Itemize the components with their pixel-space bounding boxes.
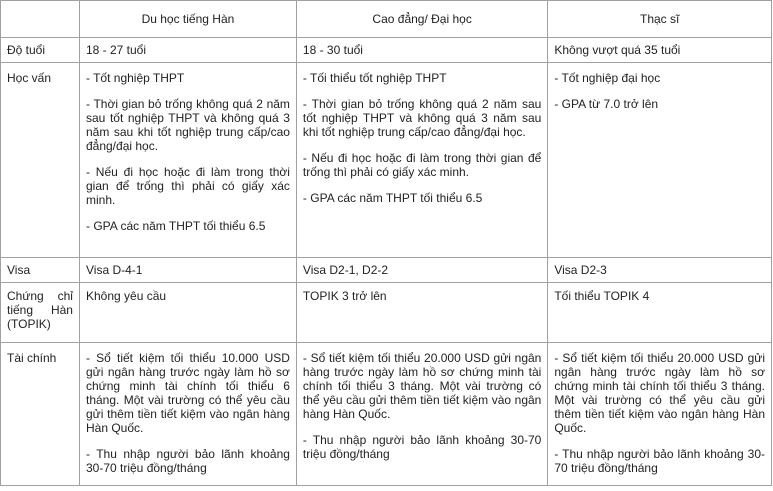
education-college-university — [296, 63, 547, 258]
education-label: Học vấn — [1, 63, 80, 258]
age-label: Độ tuổi — [1, 38, 80, 63]
header-masters: Thạc sĩ — [548, 1, 772, 38]
finance-label: Tài chính — [1, 343, 80, 486]
education-item: - Thời gian bỏ trống không quá 2 năm sau tốt nghiệp THPT và không quá 3 năm sau khi tốt nghiệp trung cấp/cao đẳng/đại học. — [302, 97, 542, 139]
education-row — [1, 63, 772, 258]
finance-masters — [548, 343, 772, 486]
visa-college-university: Visa D2-1, D2-2 — [296, 258, 547, 283]
finance-item: - Sổ tiết kiệm tối thiểu 20.000 USD gửi ngân hàng trước ngày làm hồ sơ chứng minh tài chính tối thiểu 3 tháng. Một vài trường có thể yêu cầu gửi thêm tiền tiết kiệm vào ngân hàng Hàn Quốc. — [302, 351, 542, 421]
finance-item: - Thu nhập người bảo lãnh khoảng 30-70 triệu đồng/tháng — [302, 433, 542, 461]
finance-row — [1, 343, 772, 486]
education-item: - Nếu đi học hoặc đi làm trong thời gian để trống thì phải có giấy xác minh. — [85, 165, 290, 207]
header-korean-language-study: Du học tiếng Hàn — [79, 1, 296, 38]
education-masters — [548, 63, 772, 258]
header-college-university: Cao đẳng/ Đại học — [296, 1, 547, 38]
education-item: - Tối thiểu tốt nghiệp THPT — [302, 71, 447, 85]
finance-item: - Sổ tiết kiệm tối thiểu 20.000 USD gửi ngân hàng trước ngày làm hồ sơ chứng minh tài chính tối thiểu 3 tháng. Một vài trường có thể yêu cầu gửi thêm tiền tiết kiệm vào ngân hàng Hàn Quốc. — [554, 351, 765, 435]
topik-row — [1, 283, 772, 343]
age-row — [1, 38, 772, 63]
topik-masters: Tối thiểu TOPIK 4 — [548, 283, 772, 343]
education-item: - GPA các năm THPT tối thiểu 6.5 — [302, 191, 483, 205]
education-item: - Nếu đi học hoặc đi làm trong thời gian để trống thì phải có giấy xác minh. — [302, 151, 542, 179]
education-item: - GPA các năm THPT tối thiểu 6.5 — [85, 219, 266, 233]
finance-college-university — [296, 343, 547, 486]
education-item: - Tốt nghiệp đại học — [554, 71, 661, 85]
topik-label: Chứng chỉ tiếng Hàn (TOPIK) — [1, 283, 80, 343]
finance-item: - Thu nhập người bảo lãnh khoảng 30-70 triệu đồng/tháng — [554, 447, 765, 475]
topik-college-university: TOPIK 3 trở lên — [296, 283, 547, 343]
age-college-university: 18 - 30 tuổi — [296, 38, 547, 63]
header-corner-cell — [1, 1, 80, 38]
finance-item: - Sổ tiết kiệm tối thiểu 10.000 USD gửi ngân hàng trước ngày làm hồ sơ chứng minh tài chính tối thiểu 6 tháng. Một vài trường có thể yêu cầu gửi thêm tiền tiết kiệm vào ngân hàng Hàn Quốc. — [85, 351, 290, 435]
visa-korean-language-study: Visa D-4-1 — [79, 258, 296, 283]
visa-row — [1, 258, 772, 283]
visa-label: Visa — [1, 258, 80, 283]
finance-korean-language-study — [79, 343, 296, 486]
header-row — [1, 1, 772, 38]
education-item: - Tốt nghiệp THPT — [85, 71, 185, 85]
education-item: - GPA từ 7.0 trở lên — [554, 97, 659, 111]
topik-korean-language-study: Không yêu cầu — [79, 283, 296, 343]
finance-item: - Thu nhập người bảo lãnh khoảng 30-70 triệu đồng/tháng — [85, 447, 290, 475]
visa-masters: Visa D2-3 — [548, 258, 772, 283]
education-item: - Thời gian bỏ trống không quá 2 năm sau tốt nghiệp THPT và không quá 3 năm sau khi tốt nghiệp trung cấp/cao đẳng/đại học. — [85, 97, 290, 153]
age-korean-language-study: 18 - 27 tuổi — [79, 38, 296, 63]
age-masters: Không vượt quá 35 tuổi — [548, 38, 772, 63]
education-korean-language-study — [79, 63, 296, 258]
